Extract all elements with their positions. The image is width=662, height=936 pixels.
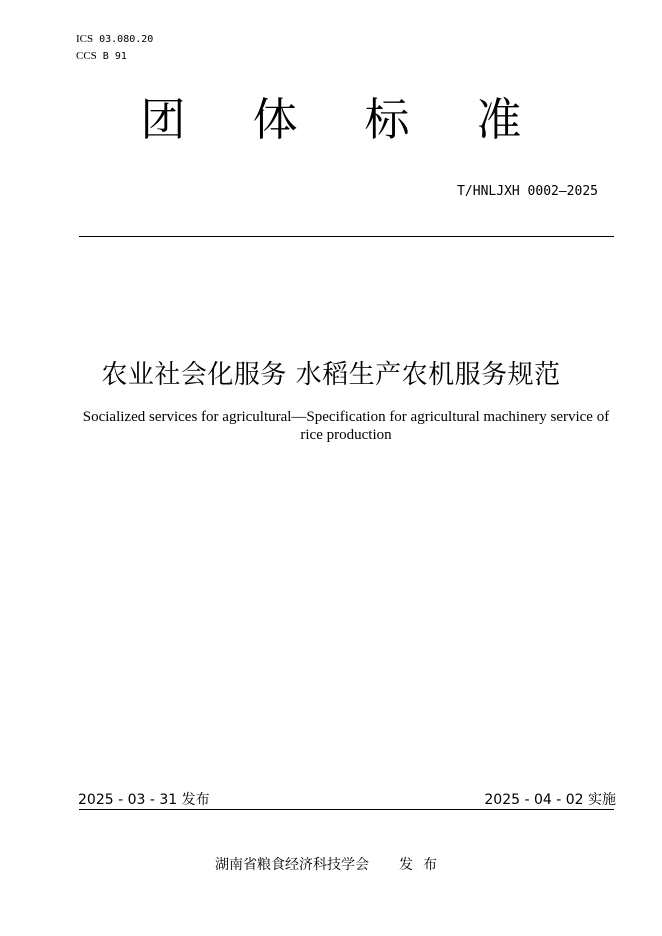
ccs-code: B 91 bbox=[102, 51, 127, 62]
standard-type-heading bbox=[0, 92, 662, 148]
ics-label: ICS bbox=[76, 33, 94, 45]
ccs-label: CCS bbox=[76, 50, 97, 62]
standard-type-char: 标 bbox=[364, 93, 410, 146]
implementation-date: 2025 - 04 - 02 实施 bbox=[484, 792, 616, 808]
ics-code: 03.080.20 bbox=[99, 34, 154, 45]
ics-classification bbox=[76, 32, 153, 47]
standard-type-char: 准 bbox=[476, 93, 522, 146]
publisher-action: 发布 bbox=[399, 857, 447, 873]
standard-type-char: 团 bbox=[140, 93, 186, 146]
title-english: Socialized services for agricultural—Specification for agricultural machinery service of rice production bbox=[82, 409, 610, 443]
standard-type-char: 体 bbox=[252, 93, 298, 146]
top-divider bbox=[79, 236, 614, 237]
issue-date: 2025 - 03 - 31 发布 bbox=[78, 792, 210, 808]
title-chinese: 农业社会化服务 水稻生产农机服务规范 bbox=[101, 360, 561, 390]
publisher-name: 湖南省粮食经济科技学会 bbox=[215, 857, 369, 873]
bottom-divider bbox=[79, 809, 614, 810]
ccs-classification bbox=[76, 49, 127, 64]
standard-number: T/HNLJXH 0002—2025 bbox=[457, 184, 598, 199]
publisher bbox=[0, 854, 662, 874]
